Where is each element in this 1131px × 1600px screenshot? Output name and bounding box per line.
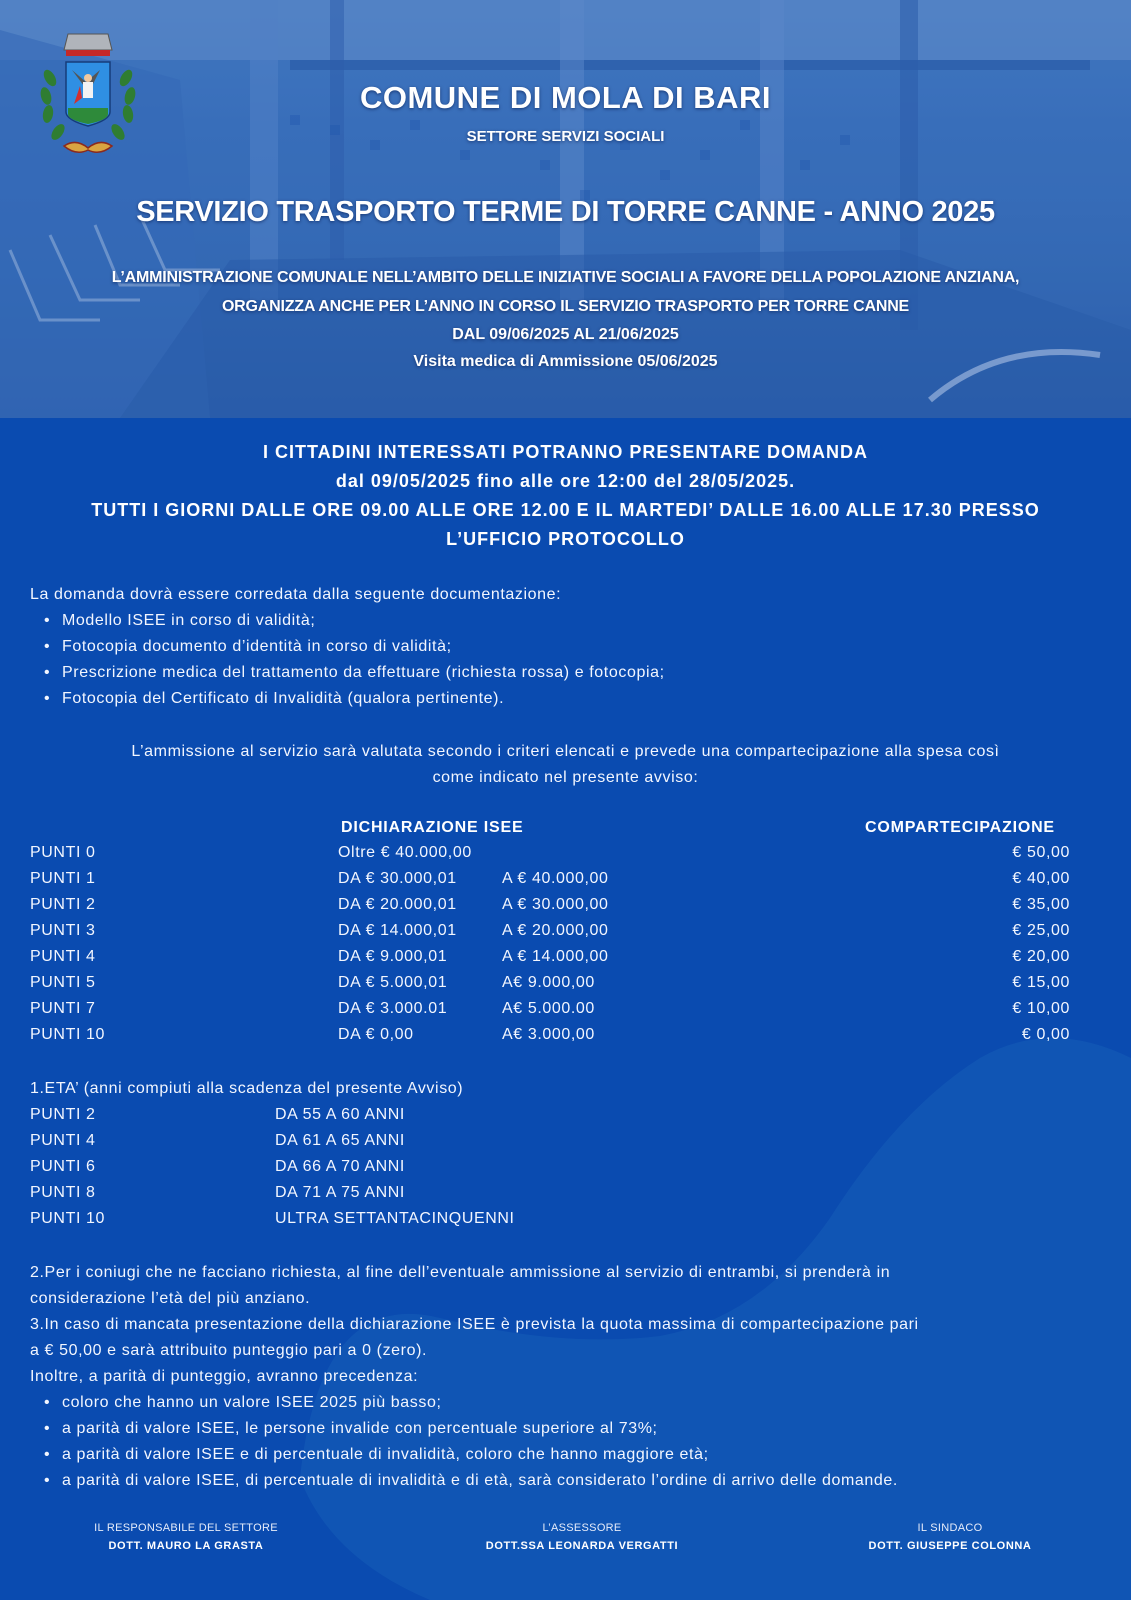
isee-row-from: DA € 5.000,01 xyxy=(338,974,448,991)
isee-row-to: A € 40.000,00 xyxy=(502,870,609,887)
age-table-title: 1.ETA’ (anni compiuti alla scadenza del presente Avviso) xyxy=(30,1080,464,1097)
signature-name-mayor: DOTT. GIUSEPPE COLONNA xyxy=(868,1540,1032,1552)
isee-row-from: DA € 0,00 xyxy=(338,1026,414,1043)
note-3-line-1: 3.In caso di mancata presentazione della dichiarazione ISEE è prevista la quota massima di compartecipazione pari xyxy=(30,1316,919,1333)
isee-row-points: PUNTI 1 xyxy=(30,870,96,887)
isee-row-to: A€ 5.000.00 xyxy=(502,1000,595,1017)
isee-row-cost: € 40,00 xyxy=(1012,870,1070,887)
notice-body xyxy=(0,418,1131,1600)
isee-row-cost: € 20,00 xyxy=(1012,948,1070,965)
isee-row-to: A€ 9.000,00 xyxy=(502,974,595,991)
age-row-range: DA 55 A 60 ANNI xyxy=(275,1106,405,1123)
isee-row-cost: € 35,00 xyxy=(1012,896,1070,913)
application-dates: dal 09/05/2025 fino alle ore 12:00 del 28/05/2025. xyxy=(335,471,796,491)
admission-text-1: L’ammissione al servizio sarà valutata secondo i criteri elencati e prevede una compartecipazione alla spesa così xyxy=(131,743,1000,760)
document-item: • Prescrizione medica del trattamento da effettuare (richiesta rossa) e fotocopia; xyxy=(62,664,665,682)
note-2-line-2: considerazione l’età del più anziano. xyxy=(30,1290,311,1307)
signature-name-sector-head: DOTT. MAURO LA GRASTA xyxy=(108,1540,264,1552)
isee-row-from: DA € 20.000,01 xyxy=(338,896,457,913)
age-row-range: DA 71 A 75 ANNI xyxy=(275,1184,405,1201)
precedence-intro: Inoltre, a parità di punteggio, avranno precedenza: xyxy=(30,1368,419,1385)
age-row-range: DA 61 A 65 ANNI xyxy=(275,1132,405,1149)
admission-text-2: come indicato nel presente avviso: xyxy=(432,769,699,786)
age-row-range: DA 66 A 70 ANNI xyxy=(275,1158,405,1175)
isee-row-to: A € 14.000,00 xyxy=(502,948,609,965)
document-item: • Fotocopia documento d’identità in corso di validità; xyxy=(62,638,452,656)
isee-row-to: A € 30.000,00 xyxy=(502,896,609,913)
precedence-item: • a parità di valore ISEE, le persone invalide con percentuale superiore al 73%; xyxy=(62,1420,658,1438)
precedence-item: • a parità di valore ISEE e di percentuale di invalidità, coloro che hanno maggiore età; xyxy=(62,1446,709,1464)
note-2-line-1: 2.Per i coniugi che ne facciano richiesta, al fine dell’eventuale ammissione al servizio di entrambi, si prenderà in xyxy=(30,1264,891,1281)
age-row-points: PUNTI 10 xyxy=(30,1210,106,1227)
medical-visit-date: Visita medica di Ammissione 05/06/2025 xyxy=(413,353,718,370)
isee-row-to: A€ 3.000,00 xyxy=(502,1026,595,1043)
precedence-item: • coloro che hanno un valore ISEE 2025 più basso; xyxy=(62,1394,442,1412)
isee-row-points: PUNTI 2 xyxy=(30,896,96,913)
document-item: • Fotocopia del Certificato di Invalidità (qualora pertinente). xyxy=(62,690,504,708)
age-row-range: ULTRA SETTANTACINQUENNI xyxy=(275,1210,515,1227)
documents-intro: La domanda dovrà essere corredata dalla seguente documentazione: xyxy=(30,586,562,603)
isee-row-from: DA € 9.000,01 xyxy=(338,948,448,965)
isee-row-points: PUNTI 4 xyxy=(30,948,96,965)
application-office: L’UFFICIO PROTOCOLLO xyxy=(446,529,685,549)
age-row-points: PUNTI 2 xyxy=(30,1106,96,1123)
document-item: • Modello ISEE in corso di validità; xyxy=(62,612,315,630)
note-3-line-2: a € 50,00 e sarà attribuito punteggio pari a 0 (zero). xyxy=(30,1342,428,1359)
age-row-points: PUNTI 8 xyxy=(30,1184,96,1201)
isee-row-points: PUNTI 5 xyxy=(30,974,96,991)
header-banner xyxy=(0,0,1131,418)
isee-row-cost: € 50,00 xyxy=(1012,844,1070,861)
signature-name-assessor: DOTT.SSA LEONARDA VERGATTI xyxy=(485,1540,679,1552)
isee-row-points: PUNTI 0 xyxy=(30,844,96,861)
isee-column-header: DICHIARAZIONE ISEE xyxy=(341,819,524,836)
isee-row-from: DA € 30.000,01 xyxy=(338,870,457,887)
signature-role-assessor: L’ASSESSORE xyxy=(542,1522,622,1534)
signature-role-mayor: IL SINDACO xyxy=(917,1522,983,1534)
isee-row-to: A € 20.000,00 xyxy=(502,922,609,939)
precedence-item: • a parità di valore ISEE, di percentuale di invalidità e di età, sarà considerato l’ordine di arrivo delle domande. xyxy=(62,1472,898,1490)
isee-row-cost: € 25,00 xyxy=(1012,922,1070,939)
service-dates: DAL 09/06/2025 AL 21/06/2025 xyxy=(452,326,679,343)
isee-row-cost: € 0,00 xyxy=(1021,1026,1070,1043)
signature-role-sector-head: IL RESPONSABILE DEL SETTORE xyxy=(94,1522,278,1534)
intro-line-1: L’AMMINISTRAZIONE COMUNALE NELL’AMBITO DELLE INIZIATIVE SOCIALI A FAVORE DELLA POPOLAZIONE ANZIANA, xyxy=(111,269,1020,286)
department-subtitle: SETTORE SERVIZI SOCIALI xyxy=(466,128,665,145)
age-row-points: PUNTI 4 xyxy=(30,1132,96,1149)
isee-row-from: DA € 3.000.01 xyxy=(338,1000,448,1017)
age-row-points: PUNTI 6 xyxy=(30,1158,96,1175)
cost-column-header: COMPARTECIPAZIONE xyxy=(865,819,1055,836)
isee-row-points: PUNTI 7 xyxy=(30,1000,96,1017)
isee-row-from: Oltre € 40.000,00 xyxy=(338,844,472,861)
service-title: SERVIZIO TRASPORTO TERME DI TORRE CANNE - ANNO 2025 xyxy=(136,196,995,228)
application-line-1: I CITTADINI INTERESSATI POTRANNO PRESENTARE DOMANDA xyxy=(262,442,868,462)
isee-row-cost: € 15,00 xyxy=(1012,974,1070,991)
application-hours: TUTTI I GIORNI DALLE ORE 09.00 ALLE ORE 12.00 E IL MARTEDI’ DALLE 16.00 ALLE 17.30 PRESSO xyxy=(91,500,1040,520)
isee-row-points: PUNTI 10 xyxy=(30,1026,106,1043)
isee-row-points: PUNTI 3 xyxy=(30,922,96,939)
intro-line-2: ORGANIZZA ANCHE PER L’ANNO IN CORSO IL SERVIZIO TRASPORTO PER TORRE CANNE xyxy=(221,298,910,315)
municipality-title: COMUNE DI MOLA DI BARI xyxy=(359,80,772,115)
isee-row-from: DA € 14.000,01 xyxy=(338,922,457,939)
isee-row-cost: € 10,00 xyxy=(1012,1000,1070,1017)
